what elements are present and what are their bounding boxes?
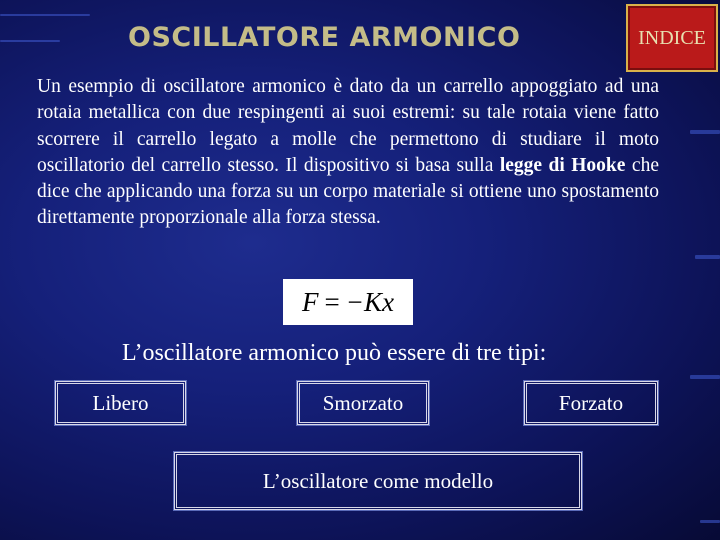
index-button[interactable] xyxy=(626,4,718,72)
decorative-streak xyxy=(690,375,720,379)
model-button[interactable] xyxy=(174,452,582,510)
decorative-streak xyxy=(700,520,720,523)
smorzato-button[interactable] xyxy=(297,381,429,425)
model-button-label: L’oscillatore come modello xyxy=(262,468,494,493)
formula-rhs: −Kx xyxy=(345,286,394,317)
decorative-streak xyxy=(695,255,720,259)
page-title: OSCILLATORE ARMONICO xyxy=(128,22,521,53)
libero-button[interactable] xyxy=(55,381,186,425)
formula-equals: = xyxy=(324,286,340,317)
decorative-streak xyxy=(0,40,60,42)
forzato-button[interactable] xyxy=(524,381,658,425)
paragraph-text-end: che dice che applicando una forza su un corpo materiale si ottiene uno spostamento direttamente proporzionale alla forza stessa. xyxy=(37,154,659,229)
smorzato-label: Smorzato xyxy=(322,390,404,415)
forzato-label: Forzato xyxy=(558,390,624,415)
formula-lhs: F xyxy=(302,286,319,317)
libero-label: Libero xyxy=(92,390,149,415)
description-paragraph xyxy=(37,74,659,232)
hooke-formula xyxy=(283,279,413,325)
types-heading: L’oscillatore armonico può essere di tre tipi: xyxy=(122,340,547,366)
decorative-streak xyxy=(690,130,720,134)
paragraph-text-start: Un esempio di oscillatore armonico è dato da un carrello appoggiato ad una rotaia metallica con due respingenti ai suoi estremi: su tale rotaia viene fatto scorrere il carrello legato a molle che permettono di studiare il moto oscillatorio del carrello stesso. Il dispositivo si basa sulla xyxy=(37,76,659,176)
hooke-law-term: legge di Hooke xyxy=(499,154,626,176)
decorative-streak xyxy=(0,14,90,16)
index-button-label: INDICE xyxy=(638,26,706,49)
